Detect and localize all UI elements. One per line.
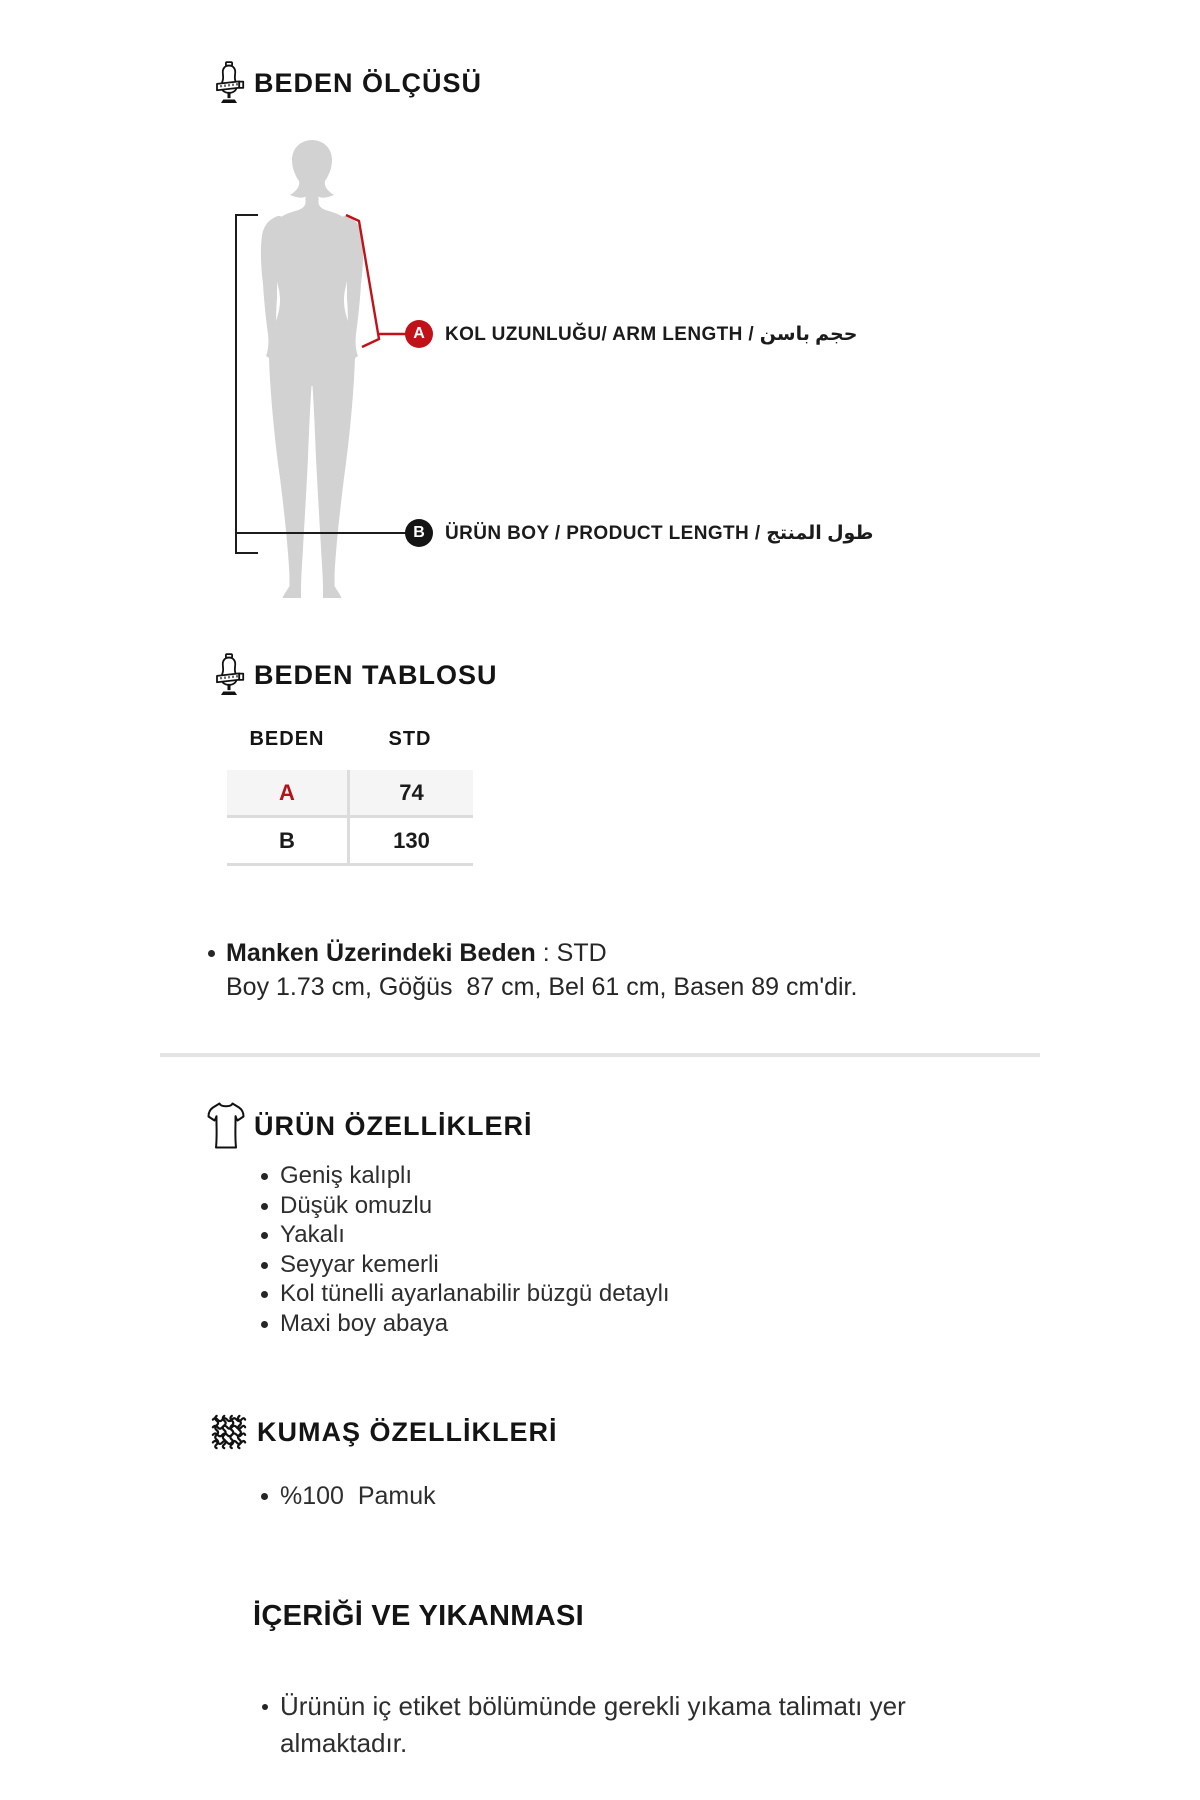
measure-a-badge: A	[405, 320, 433, 348]
model-note-value: STD	[556, 939, 607, 967]
fabric-features-title: KUMAŞ ÖZELLİKLERİ	[257, 1416, 558, 1447]
care-list	[262, 1688, 962, 1762]
section-divider	[160, 1053, 1040, 1057]
model-note-label: Manken Üzerindeki Beden	[226, 939, 536, 967]
list-item: Kol tünelli ayarlanabilir büzgü detaylı	[261, 1279, 670, 1309]
measure-arm-length	[405, 320, 857, 348]
measure-a-label: KOL UZUNLUĞU/ ARM LENGTH / حجم باسن	[445, 323, 858, 345]
table-row	[227, 770, 473, 818]
bullet-dot	[262, 1704, 268, 1710]
bullet-dot	[261, 1203, 268, 1210]
measure-product-length	[405, 519, 873, 547]
product-features-heading	[207, 1102, 533, 1150]
size-guide-title: BEDEN ÖLÇÜSÜ	[254, 67, 483, 98]
table-row	[227, 818, 473, 866]
model-size-note-line2: Boy 1.73 cm, Göğüs 87 cm, Bel 61 cm, Basen 89 cm'dir.	[226, 973, 858, 1001]
list-item: Ürünün iç etiket bölümünde gerekli yıkama talimatı yer almaktadır.	[262, 1688, 962, 1762]
bullet-dot	[261, 1262, 268, 1269]
bullet-dot	[261, 1493, 268, 1500]
measure-b-badge: B	[405, 519, 433, 547]
model-size-note-line1	[208, 936, 857, 970]
list-item: Maxi boy abaya	[261, 1309, 670, 1339]
column-header-beden: BEDEN	[249, 727, 325, 750]
list-item: Seyyar kemerli	[261, 1250, 670, 1280]
row-a-key: A	[227, 770, 350, 815]
list-item: Geniş kalıplı	[261, 1161, 670, 1191]
tshirt-icon	[207, 1102, 245, 1150]
fabric-features-list	[261, 1481, 436, 1511]
size-table-header	[227, 724, 473, 754]
list-item: %100 Pamuk	[261, 1481, 436, 1511]
mannequin-measure-icon	[213, 650, 245, 700]
body-silhouette	[261, 140, 363, 598]
fabric-weave-icon	[210, 1410, 248, 1454]
product-length-bracket	[236, 215, 258, 553]
bullet-dot	[261, 1321, 268, 1328]
bullet-dot	[261, 1291, 268, 1298]
size-table-title: BEDEN TABLOSU	[254, 659, 498, 690]
care-heading: İÇERİĞİ VE YIKANMASI	[253, 1600, 584, 1632]
measure-b-label: ÜRÜN BOY / PRODUCT LENGTH / طول المنتج	[445, 522, 874, 544]
bullet-dot	[208, 950, 215, 957]
row-b-key: B	[227, 818, 350, 863]
size-table	[227, 724, 473, 866]
model-note-separator: :	[535, 939, 557, 967]
model-size-note	[208, 936, 857, 1004]
row-a-value: 74	[399, 779, 424, 805]
size-table-heading	[213, 650, 498, 700]
list-item: Düşük omuzlu	[261, 1191, 670, 1221]
column-header-std: STD	[388, 727, 432, 750]
row-b-value: 130	[393, 827, 430, 853]
bullet-dot	[261, 1173, 268, 1180]
fabric-features-heading	[210, 1410, 558, 1454]
list-item: Yakalı	[261, 1220, 670, 1250]
bullet-dot	[261, 1232, 268, 1239]
product-features-title: ÜRÜN ÖZELLİKLERİ	[254, 1110, 533, 1141]
product-features-list	[261, 1161, 670, 1338]
